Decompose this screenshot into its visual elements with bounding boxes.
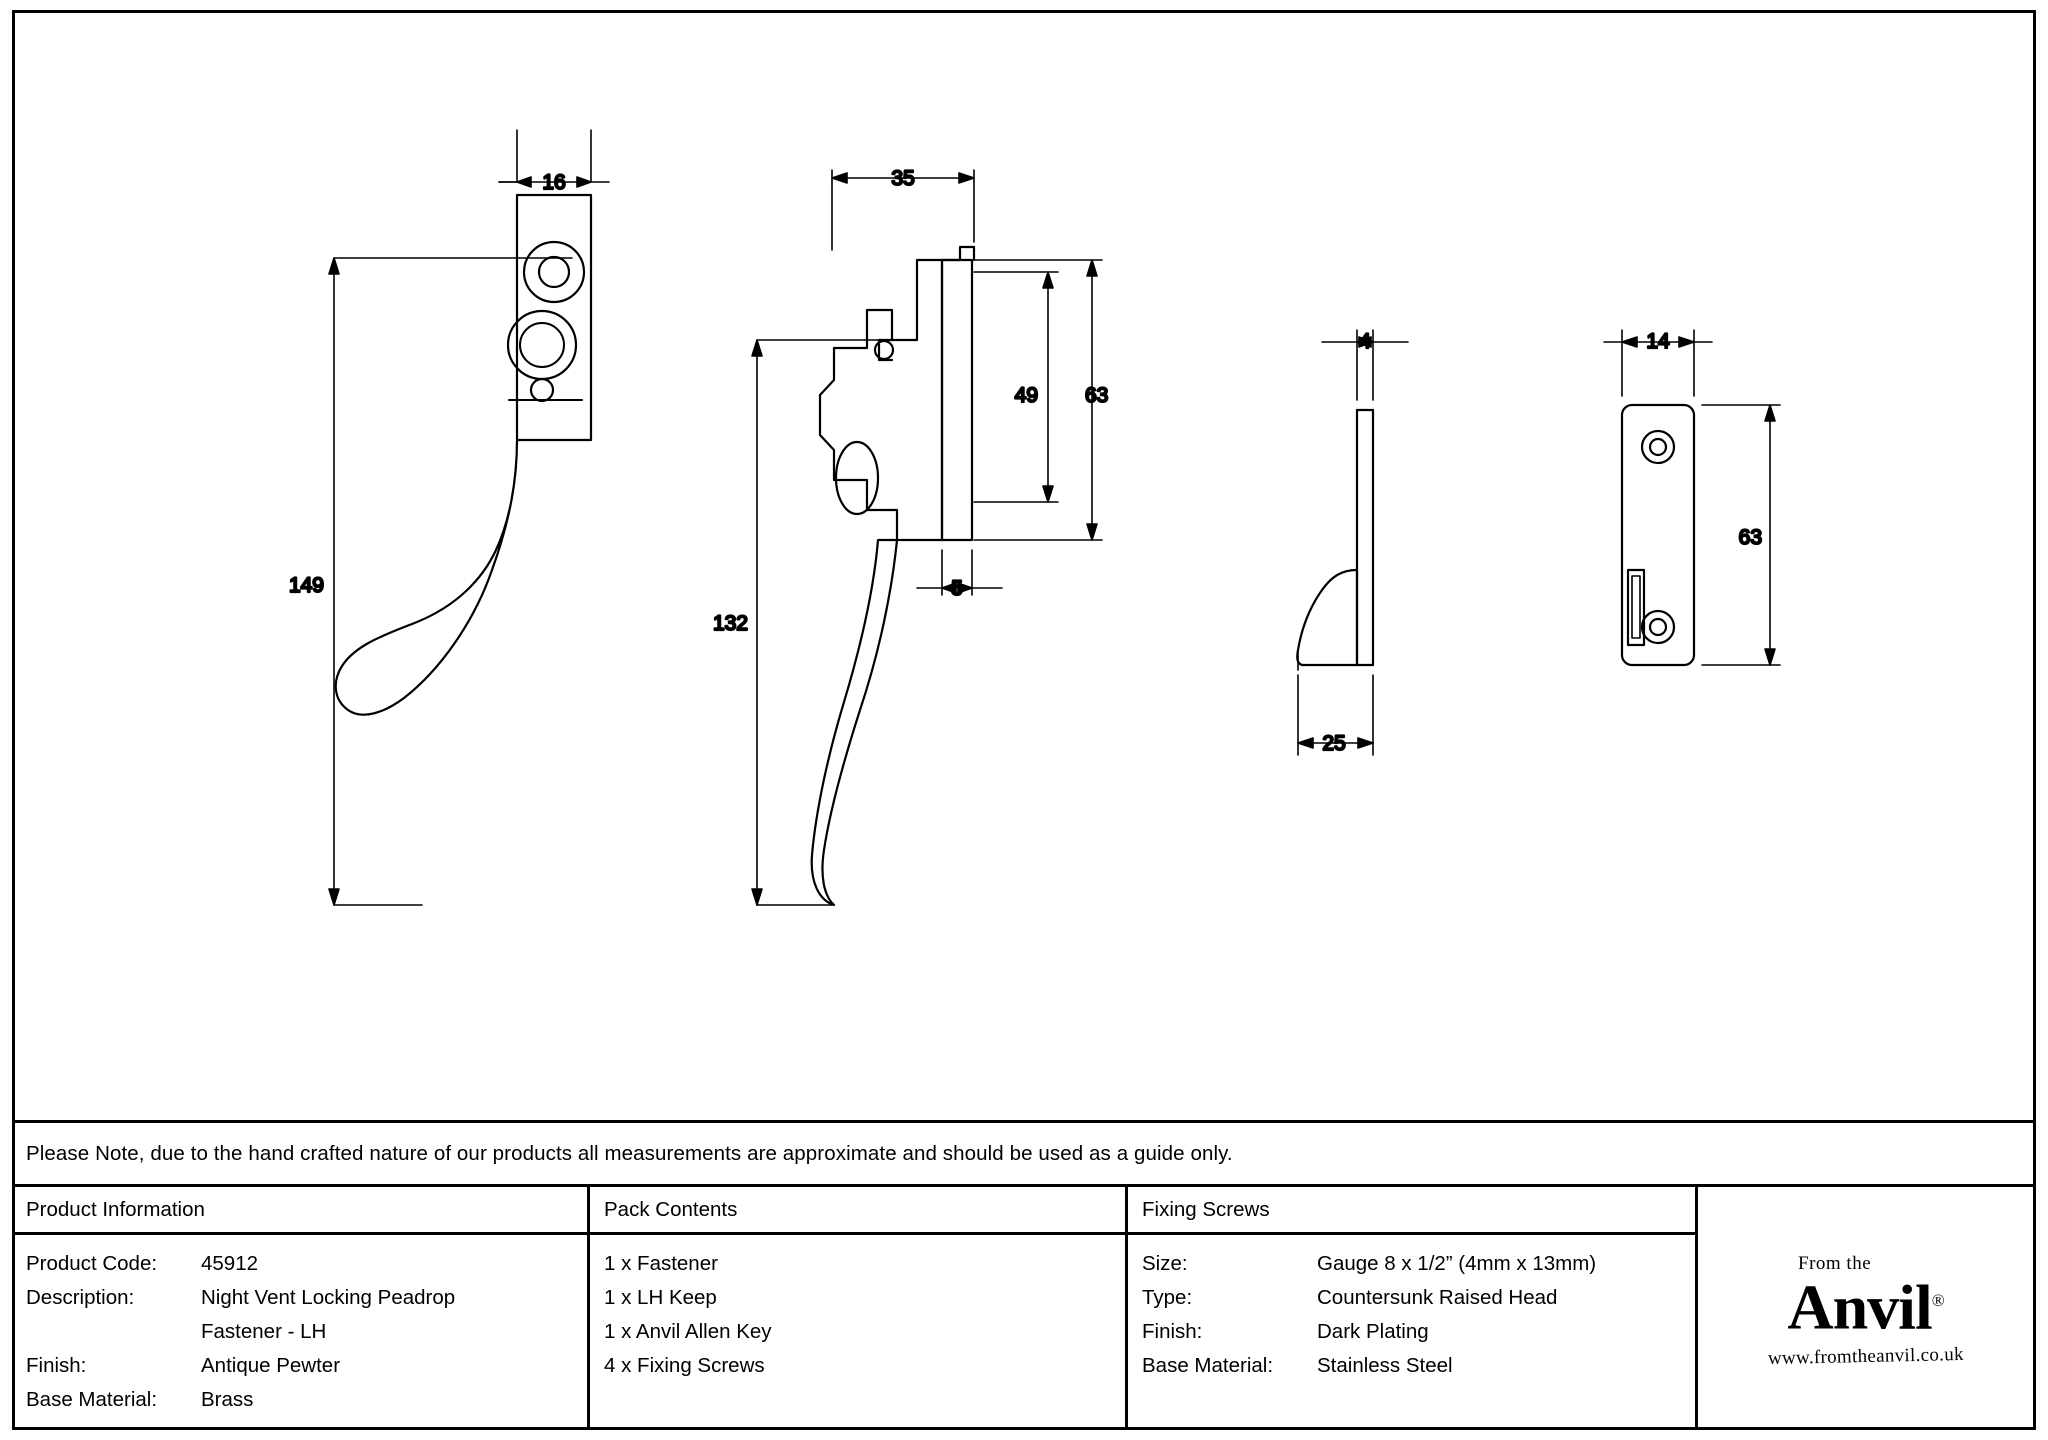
registered-mark: ®: [1931, 1291, 1944, 1311]
product-information-header: Product Information: [12, 1187, 587, 1235]
dimension-side-keep-outer: [974, 260, 1102, 540]
keep-view: [1622, 405, 1694, 665]
screw-base-material-label: Base Material:: [1142, 1354, 1274, 1377]
table-row: [1142, 1315, 1695, 1349]
list-item: 4 x Fixing Screws: [604, 1354, 765, 1377]
list-item: 1 x LH Keep: [604, 1286, 717, 1309]
screw-finish-label: Finish:: [1142, 1320, 1203, 1343]
dimension-label-side-base-depth: 5: [951, 577, 963, 600]
info-table: [12, 1184, 2036, 1430]
table-row: [26, 1247, 587, 1281]
screw-type-label: Type:: [1142, 1286, 1193, 1309]
screw-size-label: Size:: [1142, 1252, 1188, 1275]
table-row: [1142, 1349, 1695, 1383]
screw-size-value: Gauge 8 x 1/2” (4mm x 13mm): [1317, 1252, 1597, 1275]
table-row: [1142, 1247, 1695, 1281]
product-information-body: [12, 1235, 587, 1417]
pack-contents-column: [590, 1187, 1128, 1430]
dimension-label-front-height: 149: [288, 574, 324, 597]
technical-drawing-area: [12, 10, 2036, 1120]
base-material-value: Brass: [201, 1388, 254, 1411]
logo-url: www.fromtheanvil.co.uk: [1767, 1343, 1964, 1369]
screw-type-value: Countersunk Raised Head: [1317, 1286, 1558, 1309]
screw-base-material-value: Stainless Steel: [1317, 1354, 1453, 1377]
measurement-note-text: Please Note, due to the hand crafted nature of our products all measurements are approximate and should be used as a guide only.: [26, 1141, 1233, 1165]
table-row: [26, 1281, 587, 1315]
dimension-side-height: [752, 340, 917, 905]
pack-contents-body: [590, 1235, 1125, 1383]
finish-label: Finish:: [26, 1354, 87, 1377]
logo-main-text: [1787, 1269, 1944, 1343]
description-label: Description:: [26, 1286, 135, 1309]
list-item: 1 x Anvil Allen Key: [604, 1320, 772, 1343]
description-value: Night Vent Locking Peadrop: [201, 1286, 456, 1309]
brand-logo: [1698, 1187, 2033, 1430]
dimension-label-side-height: 132: [712, 612, 748, 635]
dimension-label-side-width: 35: [891, 167, 915, 190]
table-row: [1142, 1281, 1695, 1315]
dimension-label-top-thickness: 4: [1359, 330, 1371, 353]
logo-wordmark: Anvil: [1787, 1271, 1932, 1343]
dimension-label-keep-height: 63: [1738, 526, 1762, 549]
product-code-value: 45912: [201, 1252, 259, 1275]
table-row: [26, 1383, 587, 1417]
dimension-label-side-keep-outer: 63: [1085, 384, 1109, 407]
fixing-screws-column: [1128, 1187, 1698, 1430]
table-row: [26, 1315, 587, 1349]
fixing-screws-body: [1128, 1235, 1695, 1383]
dimension-label-front-width: 16: [542, 171, 566, 194]
logo-top-text: From the: [1798, 1253, 1872, 1275]
logo-column: [1698, 1187, 2033, 1430]
pack-contents-header: Pack Contents: [590, 1187, 1125, 1235]
product-code-label: Product Code:: [26, 1252, 158, 1275]
base-material-label: Base Material:: [26, 1388, 158, 1411]
fixing-screws-header: Fixing Screws: [1128, 1187, 1695, 1235]
front-view-handle: [336, 195, 591, 715]
description-value-continued: Fastener - LH: [201, 1320, 327, 1343]
table-row: [26, 1349, 587, 1383]
side-view-handle: [812, 247, 974, 905]
plan-view-handle: [1297, 410, 1373, 670]
list-item: 1 x Fastener: [604, 1252, 718, 1275]
description-label-continued: [26, 1315, 201, 1349]
dimension-front-height: [329, 258, 572, 905]
dimension-label-side-keep-inner: 49: [1014, 384, 1038, 407]
finish-value: Antique Pewter: [201, 1354, 341, 1377]
product-information-column: [12, 1187, 590, 1430]
measurement-note-row: [12, 1120, 2036, 1184]
drawing-svg: [12, 10, 2036, 1120]
screw-finish-value: Dark Plating: [1317, 1320, 1429, 1343]
dimension-label-keep-width: 14: [1646, 330, 1670, 353]
dimension-label-top-depth: 25: [1322, 732, 1346, 755]
